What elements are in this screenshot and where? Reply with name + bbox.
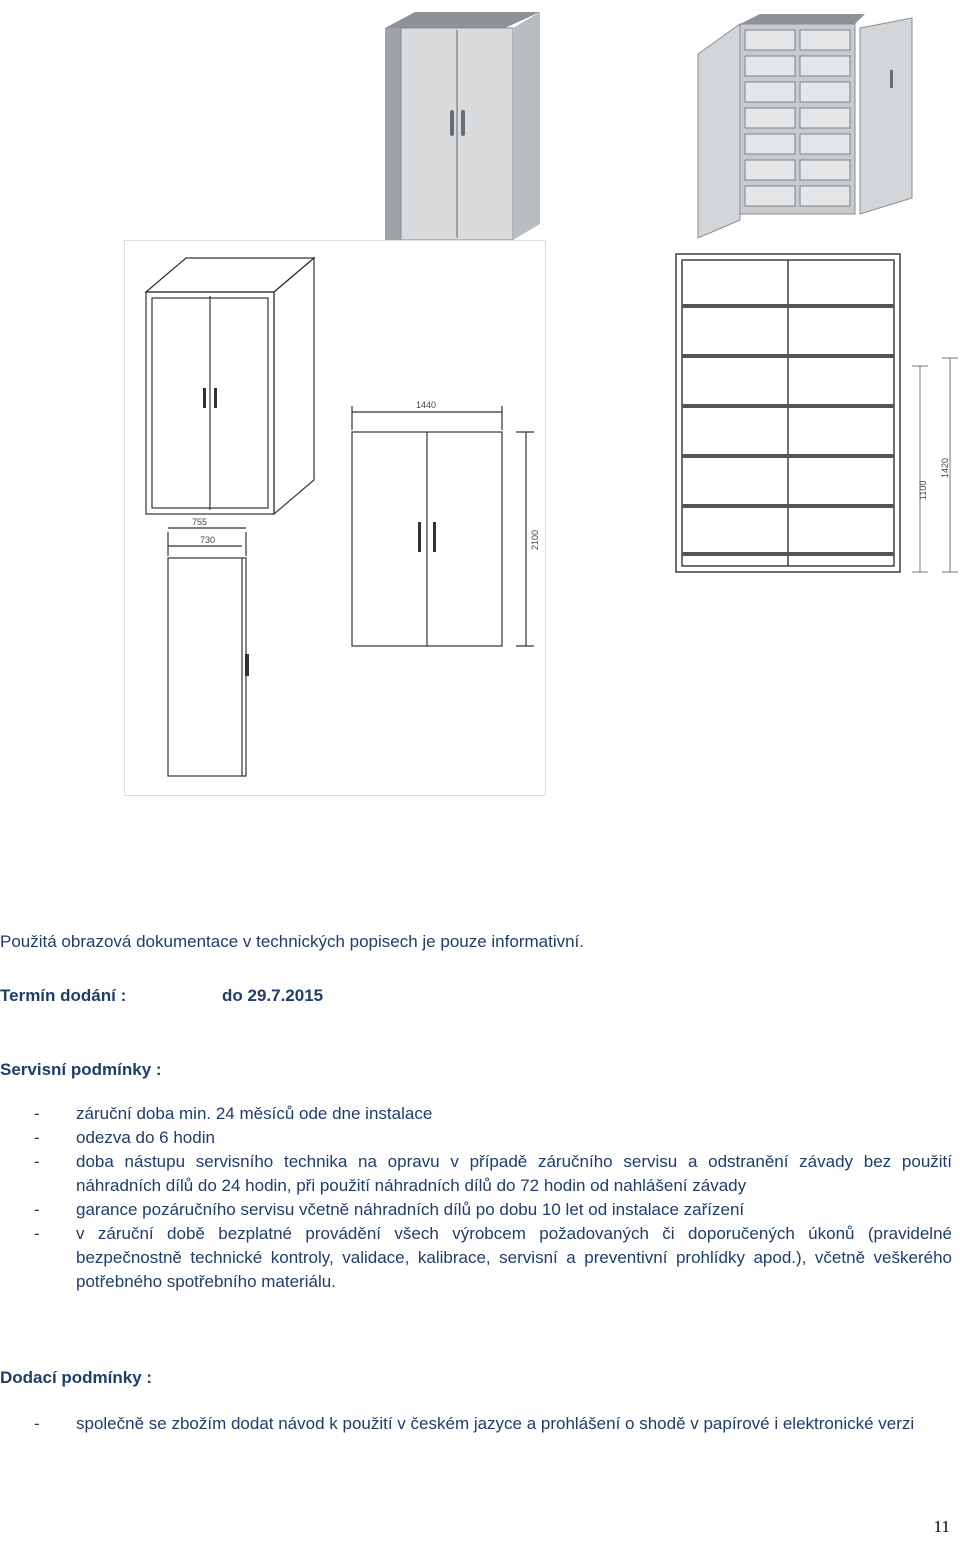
cabinet-open-render [690, 10, 930, 240]
delivery-conditions-heading: Dodací podmínky : [0, 1368, 153, 1387]
info-note: Použitá obrazová dokumentace v technických popisech je pouze informativní. [0, 932, 584, 951]
bullet-dash: - [34, 1200, 40, 1219]
dimension-depth-outer: 755 [192, 517, 208, 527]
list-item: - záruční doba min. 24 měsíců ode dne instalace [0, 1102, 960, 1126]
delivery-term-label: Termín dodání : [0, 986, 127, 1005]
delivery-conditions-list [0, 1412, 960, 1436]
list-item: - odezva do 6 hodin [0, 1126, 960, 1150]
list-item: - v záruční době bezplatné provádění všech výrobcem požadovaných či doporučených úkonů (pravidelné bezpečnostně technické kontroly, validace, kalibrace, servisní a preventivní prohlídky apod.), včetně veškerého potřebného spotřebního materiálu. [34, 1224, 952, 1291]
bullet-dash: - [34, 1224, 40, 1243]
cabinet-shelves-drawing [668, 250, 960, 580]
dimension-inner-height: 1100 [918, 480, 928, 500]
bullet-dash: - [34, 1128, 40, 1147]
list-item: - společně se zbožím dodat návod k použití v českém jazyce a prohlášení o shodě v papírové i elektronické verzi [0, 1412, 960, 1436]
dimension-outer-height: 1420 [940, 457, 950, 478]
service-conditions-heading: Servisní podmínky : [0, 1060, 162, 1079]
dimension-height: 2100 [530, 529, 540, 550]
cabinet-technical-drawing [124, 240, 546, 796]
delivery-term-value: do 29.7.2015 [222, 986, 324, 1005]
service-conditions-list [0, 1102, 960, 1294]
dimension-depth-inner: 730 [200, 535, 216, 545]
bullet-dash: - [34, 1104, 40, 1123]
cabinet-closed-render [380, 10, 545, 245]
page-number: 11 [933, 1517, 950, 1536]
list-item: - garance pozáručního servisu včetně náhradních dílů po dobu 10 let od instalace zařízení [0, 1198, 960, 1222]
dimension-width: 1440 [416, 400, 437, 410]
list-item: - doba nástupu servisního technika na opravu v případě záručního servisu a odstranění závady bez použití náhradních dílů do 24 hodin, při použití náhradních dílů do 72 hodin od nahlášení závady [34, 1152, 952, 1195]
bullet-dash: - [34, 1152, 40, 1171]
bullet-dash: - [34, 1414, 40, 1433]
